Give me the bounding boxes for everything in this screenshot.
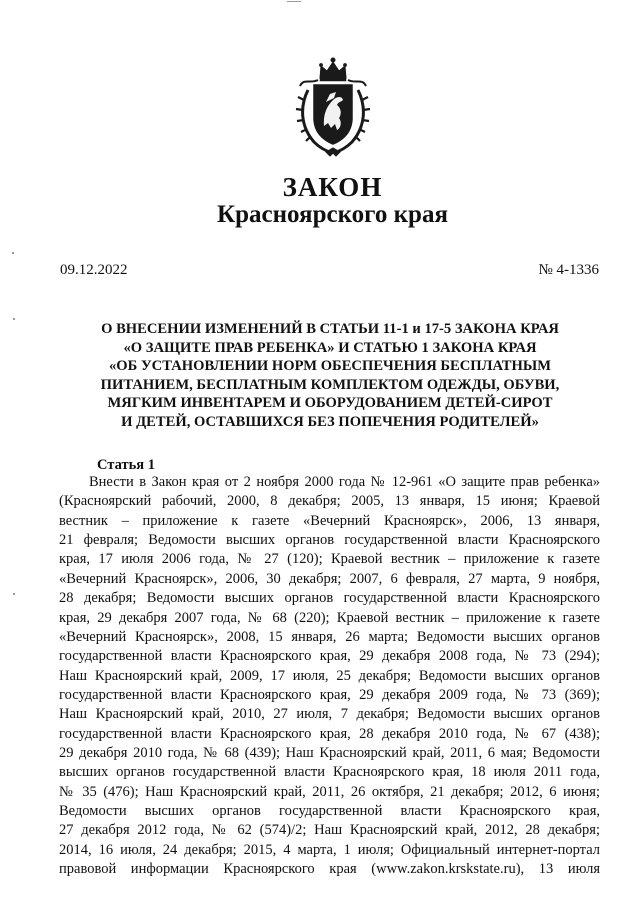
body-line: края, 29 декабря 2007 года, № 68 (220); Краевой вестник – приложение к газете (59, 609, 600, 626)
body-line: вестник – приложение к газете «Вечерний Красноярск», 2006, 13 января, (59, 512, 600, 529)
body-line: государственной власти Красноярского края, 28 декабря 2010 года, № 67 (438); (59, 725, 600, 742)
body-line: 21 февраля; Ведомости высших органов государственной власти Красноярского (59, 532, 600, 549)
body-line: государственной власти Красноярского края, 29 декабря 2008 года, № 73 (294); (59, 648, 600, 665)
article-title: Статья 1 (97, 457, 155, 473)
law-title: ЗАКОН (282, 172, 383, 202)
heading-line: МЯГКИМ ИНВЕНТАРЕМ И ОБОРУДОВАНИЕМ ДЕТЕЙ-СИРОТ (107, 395, 553, 412)
body-line: «Вечерний Красноярск», 2006, 30 декабря; 2007, 6 февраля, 27 марта, 9 ноября, (59, 570, 600, 587)
heading-line: И ДЕТЕЙ, ОСТАВШИХСЯ БЕЗ ПОПЕЧЕНИЯ РОДИТЕЛЕЙ» (121, 413, 539, 430)
body-line: края, 17 июля 2006 года, № 27 (120); Краевой вестник – приложение к газете (59, 551, 600, 568)
law-heading (60, 320, 600, 432)
body-line: 29 декабря 2010 года, № 68 (439); Наш Красноярский край, 2011, 6 мая; Ведомости (59, 745, 600, 762)
body-line: 27 декабря 2012 года, № 62 (574)/2; Наш Красноярский край, 2012, 28 декабря; (59, 822, 600, 839)
law-number: № 4-1336 (538, 262, 599, 278)
body-line: правовой информации Красноярского края (www.zakon.krskstate.ru), 13 июля (59, 861, 600, 878)
scan-dot (13, 318, 15, 320)
scan-dot (12, 252, 14, 254)
body-line: Наш Красноярский край, 2010, 27 июля, 7 декабря; Ведомости высших органов (59, 706, 600, 723)
body-line: Внести в Закон края от 2 ноября 2000 года № 12-961 «О защите прав ребенка» (89, 474, 600, 490)
law-subtitle: Красноярского края (217, 201, 448, 228)
body-line: (Красноярский рабочий, 2000, 8 декабря; 2005, 13 января, 15 июня; Краевой (59, 493, 600, 510)
body-line: государственной власти Красноярского края, 29 декабря 2009 года, № 73 (369); (59, 686, 600, 703)
body-line: № 35 (476); Наш Красноярский край, 2011, 26 октября, 21 декабря; 2012, 6 июня; (59, 783, 600, 800)
body-line: Ведомости высших органов государственной власти Красноярского края, (59, 803, 600, 820)
heading-line: О ВНЕСЕНИИ ИЗМЕНЕНИЙ В СТАТЬИ 11-1 и 17-5 ЗАКОНА КРАЯ (101, 321, 559, 337)
law-date: 09.12.2022 (60, 262, 128, 278)
body-line: Наш Красноярский край, 2009, 17 июля, 25 декабря; Ведомости высших органов (59, 667, 600, 684)
body-line: высших органов государственной власти Красноярского края, 18 июля 2011 года, (59, 764, 600, 781)
coat-of-arms-icon (290, 56, 376, 160)
heading-line: «О ЗАЩИТЕ ПРАВ РЕБЕНКА» И СТАТЬЮ 1 ЗАКОНА КРАЯ (123, 339, 537, 356)
body-line: 2014, 16 июля, 24 декабря; 2015, 4 марта, 1 июля; Официальный интернет-портал (59, 841, 600, 858)
body-line: 28 декабря; Ведомости высших органов государственной власти Красноярского (59, 590, 600, 607)
scan-mark (287, 1, 301, 2)
heading-line: ПИТАНИЕМ, БЕСПЛАТНЫМ КОМПЛЕКТОМ ОДЕЖДЫ, ОБУВИ, (100, 376, 560, 393)
heading-line: «ОБ УСТАНОВЛЕНИИ НОРМ ОБЕСПЕЧЕНИЯ БЕСПЛАТНЫМ (109, 358, 551, 375)
article-body (59, 473, 600, 880)
scan-dot (13, 593, 15, 595)
body-line: «Вечерний Красноярск», 2008, 15 января, 26 марта; Ведомости высших органов (59, 628, 600, 645)
